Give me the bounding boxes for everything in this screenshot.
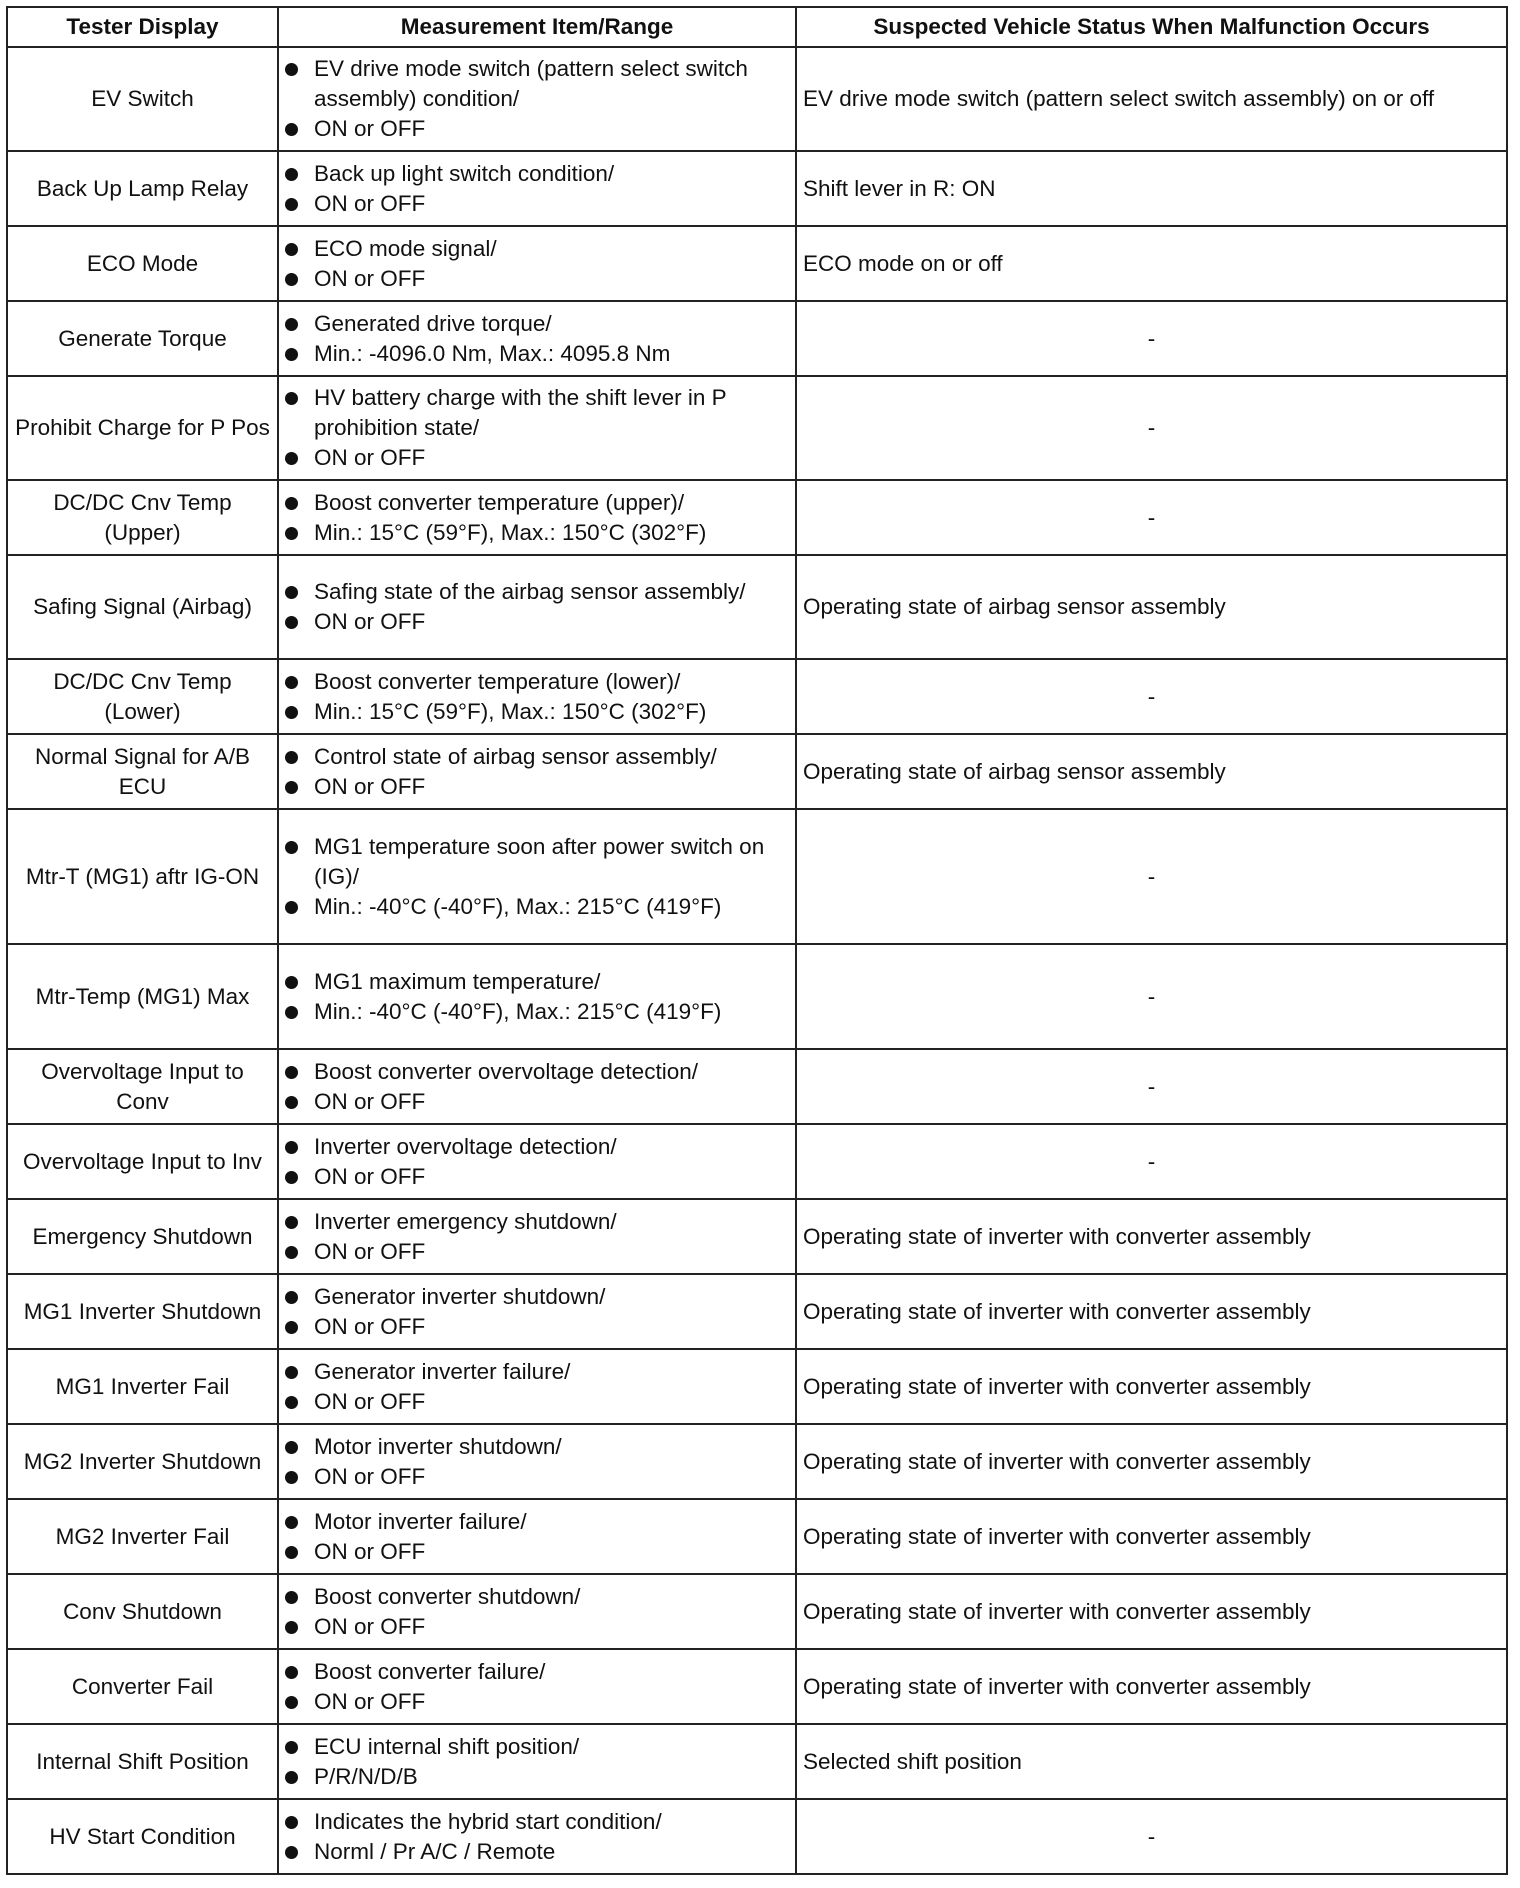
measurement-cell xyxy=(278,944,796,1049)
measurement-text: Min.: 15°C (59°F), Max.: 150°C (302°F) xyxy=(314,698,707,724)
measurement-bullet xyxy=(285,1507,789,1537)
measurement-text: ON or OFF xyxy=(314,190,426,216)
bullet-icon xyxy=(285,706,298,719)
bullet-icon xyxy=(285,527,298,540)
measurement-bullet xyxy=(285,1687,789,1717)
tester-display-cell: Internal Shift Position xyxy=(7,1724,278,1799)
measurement-bullet xyxy=(285,234,789,264)
measurement-text: ON or OFF xyxy=(314,1238,426,1264)
table-row xyxy=(7,659,1507,734)
tester-display-cell: Mtr-Temp (MG1) Max xyxy=(7,944,278,1049)
measurement-text: ON or OFF xyxy=(314,1688,426,1714)
suspected-status-cell: Operating state of inverter with converter assembly xyxy=(796,1349,1507,1424)
bullet-icon xyxy=(285,452,298,465)
tester-display-cell: Normal Signal for A/B ECU xyxy=(7,734,278,809)
bullet-icon xyxy=(285,348,298,361)
bullet-icon xyxy=(285,976,298,989)
suspected-status-cell: - xyxy=(796,809,1507,944)
bullet-icon xyxy=(285,1171,298,1184)
measurement-bullet xyxy=(285,1207,789,1237)
table-row xyxy=(7,555,1507,659)
measurement-bullet xyxy=(285,1312,789,1342)
measurement-bullet xyxy=(285,488,789,518)
measurement-bullet xyxy=(285,54,789,114)
bullet-icon xyxy=(285,1771,298,1784)
measurement-text: Inverter emergency shutdown/ xyxy=(314,1208,617,1234)
tester-display-cell: MG1 Inverter Shutdown xyxy=(7,1274,278,1349)
measurement-cell xyxy=(278,734,796,809)
measurement-bullet xyxy=(285,1762,789,1792)
bullet-icon xyxy=(285,751,298,764)
measurement-bullet xyxy=(285,577,789,607)
bullet-icon xyxy=(285,1696,298,1709)
measurement-bullet xyxy=(285,1282,789,1312)
table-row xyxy=(7,376,1507,480)
tester-display-cell: Emergency Shutdown xyxy=(7,1199,278,1274)
measurement-text: Indicates the hybrid start condition/ xyxy=(314,1808,662,1834)
bullet-icon xyxy=(285,1096,298,1109)
measurement-bullet xyxy=(285,383,789,443)
measurement-bullet xyxy=(285,1837,789,1867)
measurement-cell xyxy=(278,1649,796,1724)
bullet-icon xyxy=(285,1246,298,1259)
measurement-bullet xyxy=(285,1582,789,1612)
measurement-text: EV drive mode switch (pattern select switch assembly) condition/ xyxy=(314,56,748,111)
header-tester-display: Tester Display xyxy=(7,7,278,47)
measurement-bullet xyxy=(285,443,789,473)
measurement-text: Min.: -4096.0 Nm, Max.: 4095.8 Nm xyxy=(314,340,671,366)
measurement-text: ON or OFF xyxy=(314,1388,426,1414)
measurement-text: ECU internal shift position/ xyxy=(314,1733,580,1759)
measurement-text: ON or OFF xyxy=(314,1613,426,1639)
measurement-text: Boost converter temperature (lower)/ xyxy=(314,668,681,694)
measurement-bullet xyxy=(285,1087,789,1117)
table-row xyxy=(7,809,1507,944)
table-row xyxy=(7,480,1507,555)
measurement-text: Boost converter shutdown/ xyxy=(314,1583,581,1609)
measurement-text: ON or OFF xyxy=(314,1163,426,1189)
suspected-status-cell: Operating state of inverter with converter assembly xyxy=(796,1499,1507,1574)
suspected-status-cell: Shift lever in R: ON xyxy=(796,151,1507,226)
tester-display-cell: Conv Shutdown xyxy=(7,1574,278,1649)
bullet-icon xyxy=(285,123,298,136)
measurement-text: ON or OFF xyxy=(314,1463,426,1489)
bullet-icon xyxy=(285,616,298,629)
measurement-text: Motor inverter shutdown/ xyxy=(314,1433,562,1459)
measurement-text: Min.: -40°C (-40°F), Max.: 215°C (419°F) xyxy=(314,893,722,919)
bullet-icon xyxy=(285,1216,298,1229)
tester-display-cell: Prohibit Charge for P Pos xyxy=(7,376,278,480)
tester-display-cell: Converter Fail xyxy=(7,1649,278,1724)
measurement-bullet xyxy=(285,967,789,997)
measurement-text: HV battery charge with the shift lever in P prohibition state/ xyxy=(314,385,727,440)
tester-display-cell: EV Switch xyxy=(7,47,278,151)
suspected-status-cell: - xyxy=(796,944,1507,1049)
measurement-bullet xyxy=(285,772,789,802)
measurement-bullet xyxy=(285,1387,789,1417)
suspected-status-cell: - xyxy=(796,659,1507,734)
measurement-cell xyxy=(278,659,796,734)
measurement-bullet xyxy=(285,264,789,294)
measurement-cell xyxy=(278,1049,796,1124)
measurement-text: P/R/N/D/B xyxy=(314,1763,418,1789)
tester-display-cell: Mtr-T (MG1) aftr IG-ON xyxy=(7,809,278,944)
suspected-status-cell: - xyxy=(796,1799,1507,1874)
tester-display-cell: Overvoltage Input to Inv xyxy=(7,1124,278,1199)
suspected-status-cell: Operating state of inverter with converter assembly xyxy=(796,1649,1507,1724)
table-row xyxy=(7,1349,1507,1424)
header-row xyxy=(7,7,1507,47)
measurement-bullet xyxy=(285,1357,789,1387)
suspected-status-cell: ECO mode on or off xyxy=(796,226,1507,301)
bullet-icon xyxy=(285,1546,298,1559)
bullet-icon xyxy=(285,392,298,405)
bullet-icon xyxy=(285,198,298,211)
measurement-bullet xyxy=(285,339,789,369)
measurement-bullet xyxy=(285,309,789,339)
table-row xyxy=(7,1574,1507,1649)
measurement-text: Generated drive torque/ xyxy=(314,310,552,336)
suspected-status-cell: - xyxy=(796,1124,1507,1199)
bullet-icon xyxy=(285,1816,298,1829)
tester-display-table xyxy=(6,6,1508,1875)
measurement-bullet xyxy=(285,1537,789,1567)
measurement-text: ECO mode signal/ xyxy=(314,235,497,261)
suspected-status-cell: Operating state of inverter with converter assembly xyxy=(796,1199,1507,1274)
suspected-status-cell: Selected shift position xyxy=(796,1724,1507,1799)
suspected-status-cell: Operating state of inverter with converter assembly xyxy=(796,1574,1507,1649)
measurement-text: ON or OFF xyxy=(314,116,426,141)
suspected-status-cell: - xyxy=(796,480,1507,555)
measurement-text: MG1 maximum temperature/ xyxy=(314,968,601,994)
tester-display-cell: Safing Signal (Airbag) xyxy=(7,555,278,659)
measurement-bullet xyxy=(285,159,789,189)
table-row xyxy=(7,1499,1507,1574)
suspected-status-cell: EV drive mode switch (pattern select switch assembly) on or off xyxy=(796,47,1507,151)
tester-display-cell: Back Up Lamp Relay xyxy=(7,151,278,226)
measurement-text: ON or OFF xyxy=(314,445,426,470)
measurement-cell xyxy=(278,1724,796,1799)
measurement-text: Control state of airbag sensor assembly/ xyxy=(314,743,717,769)
measurement-text: Inverter overvoltage detection/ xyxy=(314,1133,617,1159)
suspected-status-cell: - xyxy=(796,1049,1507,1124)
measurement-bullet xyxy=(285,667,789,697)
measurement-text: ON or OFF xyxy=(314,265,426,291)
measurement-bullet xyxy=(285,1807,789,1837)
bullet-icon xyxy=(285,676,298,689)
bullet-icon xyxy=(285,1291,298,1304)
measurement-bullet xyxy=(285,742,789,772)
measurement-text: Boost converter temperature (upper)/ xyxy=(314,489,685,515)
measurement-bullet xyxy=(285,518,789,548)
measurement-text: Generator inverter shutdown/ xyxy=(314,1283,606,1309)
tester-display-cell: ECO Mode xyxy=(7,226,278,301)
bullet-icon xyxy=(285,901,298,914)
measurement-bullet xyxy=(285,1732,789,1762)
tester-display-cell: MG2 Inverter Shutdown xyxy=(7,1424,278,1499)
suspected-status-cell: Operating state of airbag sensor assembly xyxy=(796,734,1507,809)
measurement-cell xyxy=(278,1124,796,1199)
bullet-icon xyxy=(285,1846,298,1859)
measurement-text: Motor inverter failure/ xyxy=(314,1508,527,1534)
measurement-cell xyxy=(278,555,796,659)
measurement-bullet xyxy=(285,697,789,727)
table-row xyxy=(7,944,1507,1049)
table-row xyxy=(7,1424,1507,1499)
measurement-text: Back up light switch condition/ xyxy=(314,160,615,186)
bullet-icon xyxy=(285,1321,298,1334)
measurement-bullet xyxy=(285,1657,789,1687)
measurement-cell xyxy=(278,376,796,480)
bullet-icon xyxy=(285,1441,298,1454)
tester-display-cell: DC/DC Cnv Temp (Lower) xyxy=(7,659,278,734)
measurement-bullet xyxy=(285,1162,789,1192)
measurement-text: ON or OFF xyxy=(314,609,426,634)
bullet-icon xyxy=(285,63,298,76)
measurement-text: ON or OFF xyxy=(314,1313,426,1339)
measurement-cell xyxy=(278,1499,796,1574)
measurement-cell xyxy=(278,226,796,301)
tester-display-cell: Overvoltage Input to Conv xyxy=(7,1049,278,1124)
tester-display-cell: DC/DC Cnv Temp (Upper) xyxy=(7,480,278,555)
measurement-text: Norml / Pr A/C / Remote xyxy=(314,1838,556,1864)
bullet-icon xyxy=(285,1591,298,1604)
bullet-icon xyxy=(285,1141,298,1154)
bullet-icon xyxy=(285,586,298,599)
measurement-cell xyxy=(278,1199,796,1274)
measurement-cell xyxy=(278,809,796,944)
measurement-text: Safing state of the airbag sensor assembly/ xyxy=(314,579,746,604)
table-row xyxy=(7,734,1507,809)
measurement-bullet xyxy=(285,607,789,637)
suspected-status-cell: Operating state of airbag sensor assembly xyxy=(796,555,1507,659)
bullet-icon xyxy=(285,1741,298,1754)
measurement-bullet xyxy=(285,1432,789,1462)
table-row xyxy=(7,1049,1507,1124)
bullet-icon xyxy=(285,1066,298,1079)
measurement-text: MG1 temperature soon after power switch on (IG)/ xyxy=(314,833,765,889)
measurement-bullet xyxy=(285,832,789,892)
table-row xyxy=(7,226,1507,301)
measurement-text: Boost converter failure/ xyxy=(314,1658,546,1684)
measurement-bullet xyxy=(285,114,789,144)
suspected-status-cell: Operating state of inverter with converter assembly xyxy=(796,1424,1507,1499)
bullet-icon xyxy=(285,168,298,181)
measurement-bullet xyxy=(285,1132,789,1162)
bullet-icon xyxy=(285,1396,298,1409)
measurement-text: ON or OFF xyxy=(314,1538,426,1564)
bullet-icon xyxy=(285,1621,298,1634)
bullet-icon xyxy=(285,273,298,286)
table-row xyxy=(7,1724,1507,1799)
suspected-status-cell: - xyxy=(796,301,1507,376)
measurement-bullet xyxy=(285,997,789,1027)
measurement-cell xyxy=(278,1274,796,1349)
table-row xyxy=(7,301,1507,376)
measurement-text: Min.: 15°C (59°F), Max.: 150°C (302°F) xyxy=(314,519,707,545)
tester-display-cell: MG2 Inverter Fail xyxy=(7,1499,278,1574)
tester-display-cell: Generate Torque xyxy=(7,301,278,376)
measurement-bullet xyxy=(285,1462,789,1492)
bullet-icon xyxy=(285,781,298,794)
table-row xyxy=(7,1274,1507,1349)
measurement-cell xyxy=(278,1799,796,1874)
tester-display-cell: MG1 Inverter Fail xyxy=(7,1349,278,1424)
bullet-icon xyxy=(285,841,298,854)
measurement-cell xyxy=(278,47,796,151)
bullet-icon xyxy=(285,1666,298,1679)
measurement-bullet xyxy=(285,1612,789,1642)
bullet-icon xyxy=(285,497,298,510)
measurement-cell xyxy=(278,1349,796,1424)
measurement-text: Boost converter overvoltage detection/ xyxy=(314,1058,698,1084)
measurement-cell xyxy=(278,1424,796,1499)
bullet-icon xyxy=(285,1366,298,1379)
table-row xyxy=(7,1649,1507,1724)
table-row xyxy=(7,1199,1507,1274)
suspected-status-cell: - xyxy=(796,376,1507,480)
bullet-icon xyxy=(285,1471,298,1484)
suspected-status-cell: Operating state of inverter with converter assembly xyxy=(796,1274,1507,1349)
table-row xyxy=(7,1124,1507,1199)
table-row xyxy=(7,1799,1507,1874)
measurement-bullet xyxy=(285,189,789,219)
measurement-cell xyxy=(278,1574,796,1649)
measurement-bullet xyxy=(285,1057,789,1087)
table-row xyxy=(7,151,1507,226)
measurement-cell xyxy=(278,151,796,226)
bullet-icon xyxy=(285,1006,298,1019)
measurement-text: Min.: -40°C (-40°F), Max.: 215°C (419°F) xyxy=(314,998,722,1024)
bullet-icon xyxy=(285,318,298,331)
measurement-text: ON or OFF xyxy=(314,773,426,799)
bullet-icon xyxy=(285,1516,298,1529)
measurement-bullet xyxy=(285,1237,789,1267)
bullet-icon xyxy=(285,243,298,256)
measurement-text: Generator inverter failure/ xyxy=(314,1358,571,1384)
measurement-bullet xyxy=(285,892,789,922)
measurement-text: ON or OFF xyxy=(314,1088,426,1114)
measurement-cell xyxy=(278,480,796,555)
measurement-cell xyxy=(278,301,796,376)
header-measurement-item-range: Measurement Item/Range xyxy=(278,7,796,47)
table-row xyxy=(7,47,1507,151)
tester-display-cell: HV Start Condition xyxy=(7,1799,278,1874)
header-suspected-vehicle-status: Suspected Vehicle Status When Malfunction Occurs xyxy=(796,7,1507,47)
